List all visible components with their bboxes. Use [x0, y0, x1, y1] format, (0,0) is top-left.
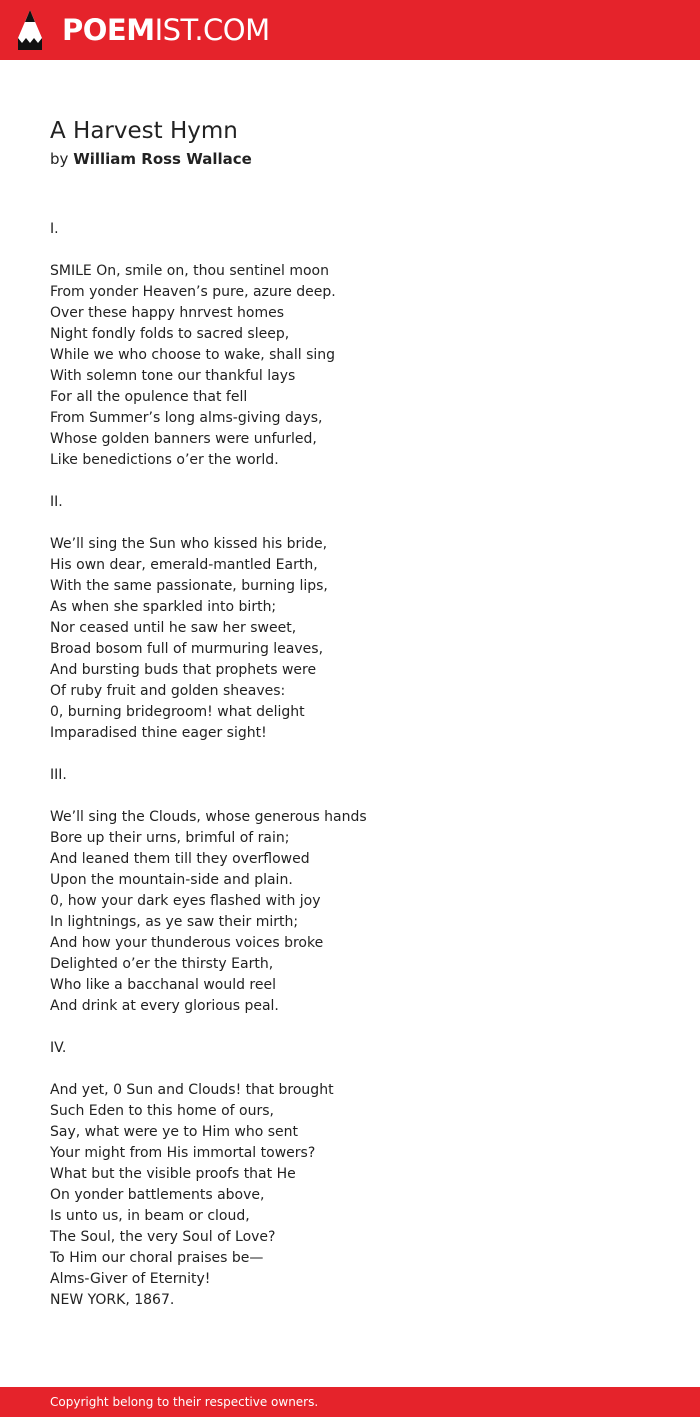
- poem-line: And how your thunderous voices broke: [50, 935, 324, 951]
- poem-line: What but the visible proofs that He: [50, 1166, 296, 1182]
- poem-line: Imparadised thine eager sight!: [50, 725, 267, 741]
- poem-line: And drink at every glorious peal.: [50, 998, 279, 1014]
- poem-line: Your might from His immortal towers?: [50, 1145, 316, 1161]
- stanza-gap: [50, 513, 367, 534]
- poem-line: 0, how your dark eyes flashed with joy: [50, 893, 321, 909]
- poem-line: And bursting buds that prophets were: [50, 662, 317, 678]
- poem-line: On yonder battlements above,: [50, 1187, 265, 1203]
- poem-line: The Soul, the very Soul of Love?: [50, 1229, 276, 1245]
- poem-line: Say, what were ye to Him who sent: [50, 1124, 299, 1140]
- poem-line: 0, burning bridegroom! what delight: [50, 704, 305, 720]
- pencil-icon[interactable]: [18, 10, 42, 50]
- poem-line: And yet, 0 Sun and Clouds! that brought: [50, 1082, 334, 1098]
- logo-text-light: IST.COM: [154, 13, 270, 47]
- poem-line: Whose golden banners were unfurled,: [50, 431, 317, 447]
- poem-line: With solemn tone our thankful lays: [50, 368, 296, 384]
- stanza-gap: [50, 240, 367, 261]
- poem-line: And leaned them till they overflowed: [50, 851, 310, 867]
- poem-line: His own dear, emerald-mantled Earth,: [50, 557, 318, 573]
- poem-line: From yonder Heaven’s pure, azure deep.: [50, 284, 336, 300]
- poem-line: Who like a bacchanal would reel: [50, 977, 276, 993]
- copyright-notice: Copyright belong to their respective owners.: [50, 1395, 319, 1409]
- poem-line: Like benedictions o’er the world.: [50, 452, 279, 468]
- poem-line: Over these happy hnrvest homes: [50, 305, 285, 321]
- poem-line: Alms-Giver of Eternity!: [50, 1271, 211, 1287]
- stanza-number: III.: [50, 767, 67, 783]
- poem-line: From Summer’s long alms-giving days,: [50, 410, 323, 426]
- stanza-gap: [50, 1017, 367, 1038]
- poem-line: While we who choose to wake, shall sing: [50, 347, 336, 363]
- poem-line: SMILE On, smile on, thou sentinel moon: [50, 263, 329, 279]
- poem-line: Upon the mountain-side and plain.: [50, 872, 293, 888]
- author-name[interactable]: William Ross Wallace: [73, 150, 252, 168]
- site-logo[interactable]: [62, 12, 270, 48]
- stanza-number: II.: [50, 494, 63, 510]
- stanza-gap: [50, 471, 367, 492]
- stanza-gap: [50, 1059, 367, 1080]
- poem-line: As when she sparkled into birth;: [50, 599, 277, 615]
- stanza-number: I.: [50, 221, 59, 237]
- logo-text-bold: POEM: [62, 13, 155, 47]
- poem-line: Is unto us, in beam or cloud,: [50, 1208, 250, 1224]
- stanza-gap: [50, 744, 367, 765]
- poem-line: We’ll sing the Sun who kissed his bride,: [50, 536, 328, 552]
- poem-line: Delighted o’er the thirsty Earth,: [50, 956, 274, 972]
- poem-line: NEW YORK, 1867.: [50, 1292, 175, 1308]
- poem-line: Night fondly folds to sacred sleep,: [50, 326, 290, 342]
- stanza-gap: [50, 786, 367, 807]
- poem-line: In lightnings, as ye saw their mirth;: [50, 914, 299, 930]
- poem-line: For all the opulence that fell: [50, 389, 248, 405]
- poem-line: Broad bosom full of murmuring leaves,: [50, 641, 324, 657]
- poem-line: Nor ceased until he saw her sweet,: [50, 620, 297, 636]
- poem-line: With the same passionate, burning lips,: [50, 578, 328, 594]
- site-header: [0, 0, 700, 60]
- poem-title: A Harvest Hymn: [50, 118, 238, 144]
- byline: [50, 148, 252, 170]
- poem-line: We’ll sing the Clouds, whose generous hands: [50, 809, 367, 825]
- by-label: by: [50, 150, 69, 168]
- poem-line: Bore up their urns, brimful of rain;: [50, 830, 290, 846]
- poem-body: [50, 219, 367, 1311]
- poem-line: To Him our choral praises be—: [50, 1250, 264, 1266]
- stanza-number: IV.: [50, 1040, 67, 1056]
- poem-line: Such Eden to this home of ours,: [50, 1103, 274, 1119]
- poem-line: Of ruby fruit and golden sheaves:: [50, 683, 286, 699]
- site-footer: [0, 1387, 700, 1417]
